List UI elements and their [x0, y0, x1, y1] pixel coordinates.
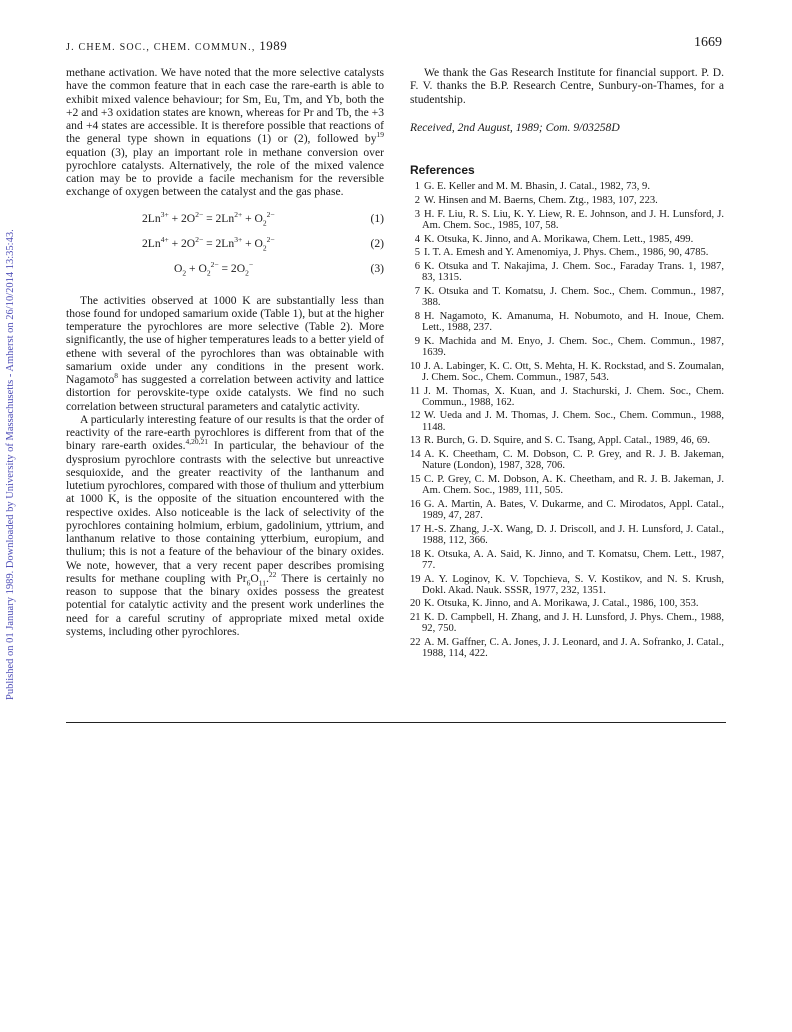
reference-number: 6: [414, 260, 420, 272]
reference-number: 12: [410, 410, 421, 422]
reference-item: [410, 361, 724, 383]
journal-year: 1989: [259, 38, 288, 53]
reference-number: 17: [410, 523, 421, 535]
reference-number: 22: [410, 637, 421, 649]
reference-text: J. A. Labinger, K. C. Ott, S. Mehta, H. K. Rockstad, and S. Zoumalan, J. Chem. Soc., Chem. Commun., 1987, 543.: [422, 360, 724, 383]
reference-number: 3: [414, 208, 420, 220]
equation-3: $O_2 + O_2^{2-} = 2O_2^-$ (3): [174, 259, 384, 277]
reference-number: 7: [414, 285, 420, 297]
reference-item: [410, 574, 724, 596]
reference-text: K. Machida and M. Enyo, J. Chem. Soc., Chem. Commun., 1987, 1639.: [422, 335, 724, 358]
reference-text: K. Otsuka and T. Nakajima, J. Chem. Soc., Faraday Trans. 1, 1987, 83, 1315.: [422, 260, 724, 284]
reference-number: 11: [410, 385, 421, 397]
reference-item: [410, 612, 724, 634]
equation-2: $2Ln^{4+} + 2O^{2-} = 2Ln^{3+} + O_2^{2-}$ (2): [142, 234, 384, 252]
reference-item: [410, 181, 724, 192]
download-stamp-text: Published on 01 January 1989. Downloaded by University of Massachusetts - Amherst on 26/10/2014 13:35:43.: [5, 229, 16, 700]
received-line: Received, 2nd August, 1989; Com. 9/03258D: [410, 120, 620, 134]
references-heading: References: [410, 163, 475, 177]
reference-text: R. Burch, G. D. Squire, and S. C. Tsang, Appl. Catal., 1989, 46, 69.: [424, 435, 710, 447]
reference-number: 10: [410, 360, 421, 372]
reference-text: A. Y. Loginov, K. V. Topchieva, S. V. Kostikov, and N. S. Krush, Dokl. Akad. Nauk. SSSR, 1977, 232, 1351.: [422, 573, 724, 596]
reference-item: [410, 435, 724, 446]
reference-item: [410, 209, 724, 231]
reference-number: 19: [410, 573, 421, 585]
reference-item: [410, 637, 724, 659]
download-stamp: [3, 140, 19, 700]
reference-text: C. P. Grey, C. M. Dobson, A. K. Cheetham, and R. J. B. Jakeman, J. Am. Chem. Soc., 1989, 111, 505.: [422, 473, 724, 497]
left-column: [66, 66, 384, 638]
reference-number: 15: [410, 473, 421, 485]
reference-text: W. Hinsen and M. Baerns, Chem. Ztg., 1983, 107, 223.: [424, 194, 658, 206]
reference-number: 4: [414, 233, 420, 245]
reference-text: W. Ueda and J. M. Thomas, J. Chem. Soc., Chem. Commun., 1988, 1148.: [422, 410, 724, 433]
reference-text: A. K. Cheetham, C. M. Dobson, C. P. Grey, and R. J. B. Jakeman, Nature (London), 1987, 328, 706.: [422, 449, 724, 472]
reference-number: 1: [414, 181, 420, 193]
reference-number: 5: [414, 247, 420, 259]
equation-1: $2Ln^{3+} + 2O^{2-} = 2Ln^{2+} + O_2^{2-}$ (1): [142, 209, 384, 227]
reference-text: H. Nagamoto, K. Amanuma, H. Nobumoto, and H. Inoue, Chem. Lett., 1988, 237.: [422, 310, 724, 333]
reference-text: K. Otsuka, K. Jinno, and A. Morikawa, J. Catal., 1986, 100, 353.: [424, 598, 699, 610]
reference-list: [410, 181, 724, 659]
reference-number: 8: [414, 310, 420, 322]
paragraph-reactivity-order: A particularly interesting feature of our results is that the order of reactivity of the rare-earth pyrochlores is different from that of the binary rare-earth oxides.$^{4,20,21}$ In particular, the behaviour of the dysprosium pyrochlore contrasts with the selective but unreactive sesquioxide, and the greater reactivity of the lanthanum and lutetium pyrochlores, compared with those of thulium and ytterbium at 1000 K, is the opposite of the situation encountered with the respective oxides. Also noticeable is the lack of selectivity of the pyrochlores containing holmium, erbium, gadolinium, yttrium, and lanthanum relative to those containing ytterbium, europium, and thulium; this is not a feature of the behaviour of the binary oxides. We note, however, that a very recent paper describes promising results for methane coupling with $Pr_6O_{11}.^{22}$ There is certainly no reason to suppose that the binary oxides possess the greatest potential for catalytic activity and the present work underlines the need for a careful scrutiny of appropriate mixed metal oxide systems, including other pyrochlores.: [66, 412, 384, 638]
bottom-rule: [66, 722, 726, 723]
reference-item: [410, 195, 724, 206]
acknowledgement: We thank the Gas Research Institute for financial support. P. D. F. V. thanks the B.P. Research Centre, Sunbury-on-Thames, for a studentship.: [410, 66, 724, 106]
reference-item: [410, 336, 724, 358]
reference-text: G. E. Keller and M. M. Bhasin, J. Catal., 1982, 73, 9.: [424, 181, 650, 193]
reference-number: 9: [414, 335, 420, 347]
reference-number: 14: [410, 449, 421, 461]
reference-number: 20: [410, 598, 421, 610]
reference-item: [410, 474, 724, 496]
reference-number: 21: [410, 612, 421, 624]
page-number: 1669: [694, 35, 722, 50]
reference-text: K. Otsuka, A. A. Said, K. Jinno, and T. Komatsu, Chem. Lett., 1987, 77.: [422, 548, 724, 571]
reference-item: [410, 261, 724, 283]
reference-item: [410, 386, 724, 408]
reference-item: [410, 234, 724, 245]
paragraph-activities: The activities observed at 1000 K are substantially less than those found for undoped samarium oxide (Table 1), but at the higher temperature the pyrochlores are more selective (Table 2). More significantly, the use of higher temperatures leads to a better yield of ethene with several of the pyrochlores than was obtainable with samarium oxide under any conditions in the present work. Nagamoto$^8$ has suggested a correlation between activity and lattice distortion for perovskite-type oxide catalysts. We find no such correlation between structural parameters and catalytic activity.: [66, 293, 384, 413]
reference-item: [410, 286, 724, 308]
reference-text: K. Otsuka and T. Komatsu, J. Chem. Soc., Chem. Commun., 1987, 388.: [422, 285, 724, 309]
reference-item: [410, 410, 724, 432]
reference-item: [410, 549, 724, 571]
reference-item: [410, 598, 724, 609]
reference-text: H.-S. Zhang, J.-X. Wang, D. J. Driscoll, and J. H. Lunsford, J. Catal., 1988, 112, 366.: [422, 523, 724, 546]
reference-item: [410, 524, 724, 546]
reference-text: K. Otsuka, K. Jinno, and A. Morikawa, Chem. Lett., 1985, 499.: [424, 233, 694, 245]
reference-number: 18: [410, 548, 421, 560]
reference-text: G. A. Martin, A. Bates, V. Dukarme, and C. Mirodatos, Appl. Catal., 1989, 47, 287.: [422, 498, 724, 522]
reference-text: J. M. Thomas, X. Kuan, and J. Stachurski, J. Chem. Soc., Chem. Commun., 1988, 162.: [422, 385, 724, 408]
reference-item: [410, 499, 724, 521]
paragraph-methane-activation: methane activation. We have noted that the more selective catalysts have the common feature that in each case the rare-earth is able to exhibit mixed valence behaviour; for Sm, Eu, Tm, and Yb, both the +2 and +3 oxidation states are known, whereas for Pr and Tb, the +3 and +4 states are accessible. It is therefore possible that reactions of the general type shown in equations (1) or (2), followed $by^{19}$ equation (3), play an important role in methane conversion over pyrochlore catalysts. Alternatively, the role of the mixed valence cation may be to provide a facile mechanism for the reversible exchange of oxygen between the catalyst and the gas phase.: [66, 66, 384, 199]
reference-item: [410, 449, 724, 471]
reference-number: 13: [410, 435, 421, 447]
reference-text: H. F. Liu, R. S. Liu, K. Y. Liew, R. E. Johnson, and J. H. Lunsford, J. Am. Chem. Soc., 1985, 107, 58.: [422, 208, 724, 231]
reference-text: I. T. A. Emesh and Y. Amenomiya, J. Phys. Chem., 1986, 90, 4785.: [424, 247, 709, 259]
journal-name: J. CHEM. SOC., CHEM. COMMUN.,: [66, 42, 256, 53]
reference-text: K. D. Campbell, H. Zhang, and J. H. Lunsford, J. Phys. Chem., 1988, 92, 750.: [422, 612, 724, 635]
right-column: [410, 66, 724, 662]
reference-text: A. M. Gaffner, C. A. Jones, J. J. Leonard, and J. A. Sofranko, J. Catal., 1988, 114, 422.: [422, 637, 724, 660]
reference-item: [410, 311, 724, 333]
reference-number: 16: [410, 498, 421, 510]
reference-number: 2: [414, 194, 420, 206]
reference-item: [410, 247, 724, 258]
running-header: [66, 38, 287, 54]
